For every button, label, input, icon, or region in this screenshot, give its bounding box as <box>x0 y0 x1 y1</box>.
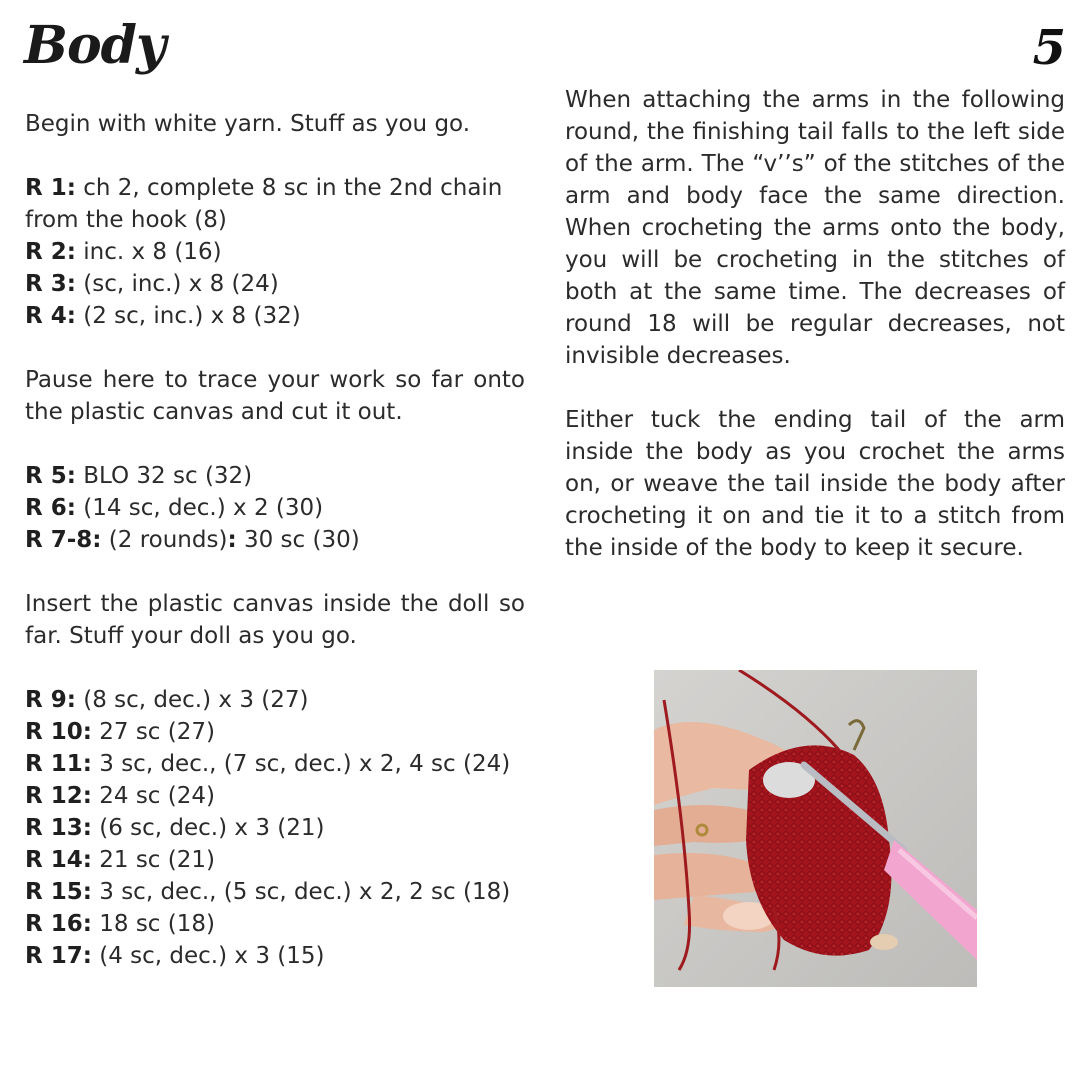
round-row: R 5: BLO 32 sc (32) <box>25 463 253 489</box>
round-row: R 2: inc. x 8 (16) <box>25 239 222 265</box>
round-row: R 14: 21 sc (21) <box>25 847 215 873</box>
round-row: R 7-8: (2 rounds): 30 sc (30) <box>25 527 360 553</box>
crochet-photo-illustration <box>654 670 977 987</box>
pause-note: Pause here to trace your work so far onto the plastic canvas and cut it out. <box>25 367 525 425</box>
rounds-group-b <box>25 460 525 556</box>
page-title: Body <box>24 15 166 76</box>
left-column <box>25 108 525 972</box>
round-row: R 11: 3 sc, dec., (7 sc, dec.) x 2, 4 sc (24) <box>25 751 511 777</box>
page-number: 5 <box>1032 20 1066 76</box>
round-row: R 12: 24 sc (24) <box>25 783 215 809</box>
round-row: R 9: (8 sc, dec.) x 3 (27) <box>25 687 309 713</box>
round-row: R 17: (4 sc, dec.) x 3 (15) <box>25 943 325 969</box>
round-row: R 6: (14 sc, dec.) x 2 (30) <box>25 495 324 521</box>
round-row: R 4: (2 sc, inc.) x 8 (32) <box>25 303 301 329</box>
round-row: R 3: (sc, inc.) x 8 (24) <box>25 271 279 297</box>
round-row: R 16: 18 sc (18) <box>25 911 215 937</box>
round-row: R 15: 3 sc, dec., (5 sc, dec.) x 2, 2 sc (18) <box>25 879 511 905</box>
insert-note: Insert the plastic canvas inside the doll so far. Stuff your doll as you go. <box>25 591 525 649</box>
round-row: R 10: 27 sc (27) <box>25 719 215 745</box>
round-row: R 1: ch 2, complete 8 sc in the 2nd chain from the hook (8) <box>25 175 503 233</box>
rounds-group-c <box>25 684 525 972</box>
rounds-group-a <box>25 172 525 332</box>
round-row: R 13: (6 sc, dec.) x 3 (21) <box>25 815 325 841</box>
crochet-photo <box>654 670 977 987</box>
tuck-tail-paragraph: Either tuck the ending tail of the arm inside the body as you crochet the arms on, or weave the tail inside the body after crocheting it on and tie it to a stitch from the inside of the body to keep it secure. <box>565 407 1065 561</box>
attach-arms-paragraph: When attaching the arms in the following round, the finishing tail falls to the left side of the arm. The “v’’s” of the stitches of the arm and body face the same direction. When crocheting the arms onto the body, you will be crocheting in the stitches of both at the same time. The decreases of round 18 will be regular decreases, not invisible decreases. <box>565 87 1065 369</box>
right-column <box>565 84 1065 564</box>
intro-text: Begin with white yarn. Stuff as you go. <box>25 111 471 137</box>
